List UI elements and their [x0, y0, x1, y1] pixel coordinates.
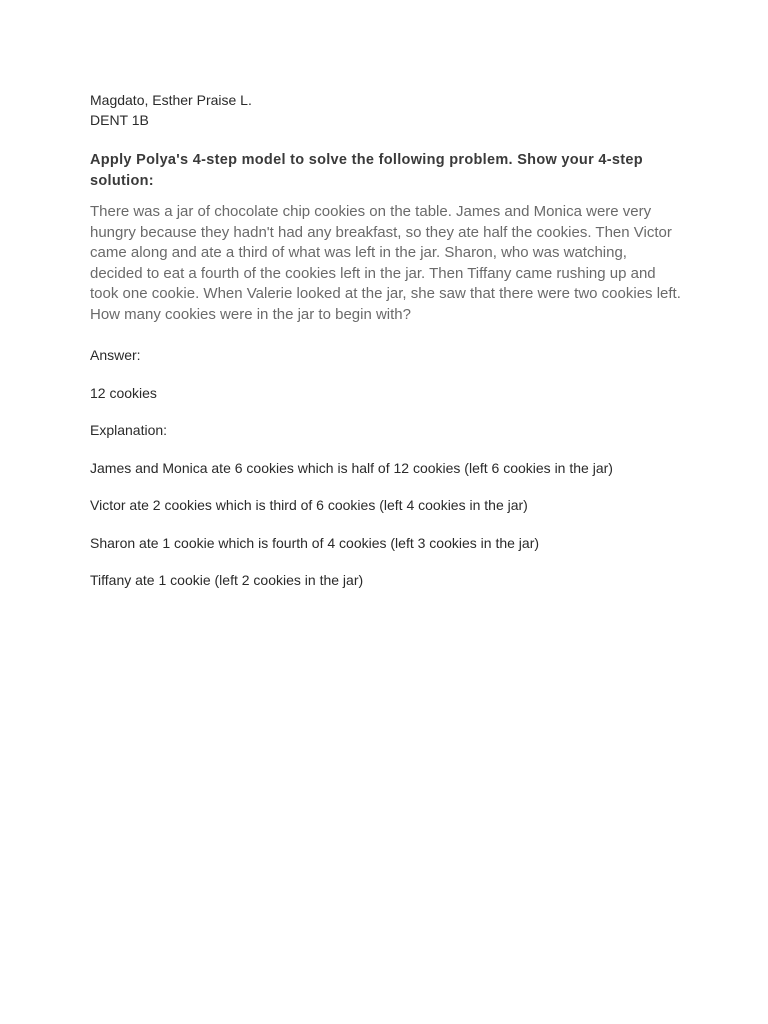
document-page [90, 90, 690, 608]
explanation-line: Victor ate 2 cookies which is third of 6 cookies (left 4 cookies in the jar) [90, 497, 528, 513]
explanation-label: Explanation: [90, 422, 168, 438]
author-name: Magdato, Esther Praise L. [90, 92, 252, 108]
explanation-line: James and Monica ate 6 cookies which is half of 12 cookies (left 6 cookies in the jar) [90, 459, 613, 476]
class-section: DENT 1B [90, 112, 149, 128]
problem-prompt: Apply Polya's 4-step model to solve the following problem. Show your 4-step solution: [90, 152, 643, 189]
answer-label: Answer: [90, 347, 141, 363]
explanation-line: Sharon ate 1 cookie which is fourth of 4 cookies (left 3 cookies in the jar) [90, 534, 540, 551]
problem-statement: There was a jar of chocolate chip cookies on the table. James and Monica were very hungry because they hadn't had any breakfast, so they ate half the cookies. Then Victor came along and ate a third of what was left in the jar. Sharon, who was watching, decided to eat a fourth of the cookies left in the jar. Then Tiffany came rushing up and took one cookie. When Valerie looked at the jar, she saw that there were two cookies left. How many cookies were in the jar to begin with? [90, 203, 681, 323]
answer-section [90, 345, 690, 590]
answer-value: 12 cookies [90, 384, 157, 401]
author-block [90, 90, 690, 130]
explanation-line: Tiffany ate 1 cookie (left 2 cookies in the jar) [90, 572, 364, 588]
